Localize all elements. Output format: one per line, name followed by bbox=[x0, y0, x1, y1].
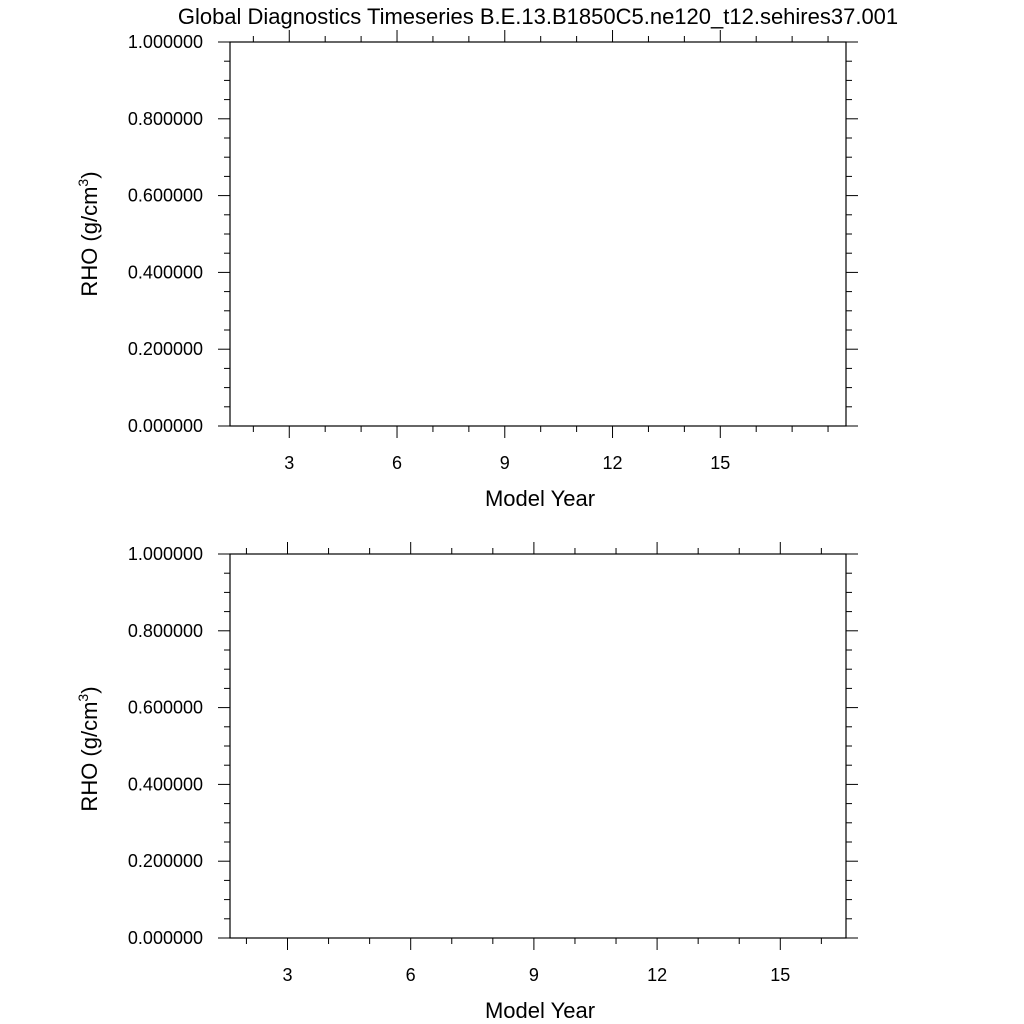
y-tick-label: 1.000000 bbox=[127, 544, 203, 564]
y-tick-label: 0.200000 bbox=[127, 339, 203, 360]
x-tick-label: 12 bbox=[602, 453, 623, 473]
y-axis-label: RHO $(g/cm^3)$ bbox=[75, 686, 102, 812]
y-tick-label: 0.600000 bbox=[127, 697, 203, 718]
y-tick-label: 0.400000 bbox=[127, 262, 203, 283]
x-tick-label: 12 bbox=[647, 965, 668, 985]
y-tick-label: 0.800000 bbox=[127, 108, 203, 129]
y-tick-label: 0.400000 bbox=[127, 774, 203, 795]
x-axis-label: Model Year bbox=[484, 998, 596, 1023]
y-tick-label: 0.000000 bbox=[127, 928, 203, 948]
plot-panel-1 bbox=[75, 30, 858, 511]
x-tick-label: 15 bbox=[710, 453, 731, 473]
y-tick-label: 0.800000 bbox=[127, 620, 203, 641]
chart-panels bbox=[75, 30, 858, 1023]
y-tick-label: 0.200000 bbox=[127, 851, 203, 872]
x-axis-label: Model Year bbox=[484, 486, 596, 511]
chart-title: Global Diagnostics Timeseries B.E.13.B1850C5.ne120_t12.sehires37.001 bbox=[177, 4, 899, 29]
x-tick-label: 9 bbox=[528, 965, 539, 985]
x-tick-label: 6 bbox=[405, 965, 416, 985]
x-tick-label: 6 bbox=[392, 453, 403, 473]
x-tick-label: 9 bbox=[499, 453, 510, 473]
y-axis-label: RHO $(g/cm^3)$ bbox=[75, 171, 102, 297]
plot-panel-2 bbox=[75, 542, 858, 1023]
y-tick-label: 0.000000 bbox=[127, 416, 203, 436]
x-tick-label: 15 bbox=[770, 965, 791, 985]
x-tick-label: 3 bbox=[284, 453, 295, 473]
x-tick-label: 3 bbox=[282, 965, 293, 985]
y-tick-label: 0.600000 bbox=[127, 185, 203, 206]
plot-frame bbox=[230, 42, 846, 426]
y-tick-label: 1.000000 bbox=[127, 32, 203, 52]
plot-frame bbox=[230, 554, 846, 938]
